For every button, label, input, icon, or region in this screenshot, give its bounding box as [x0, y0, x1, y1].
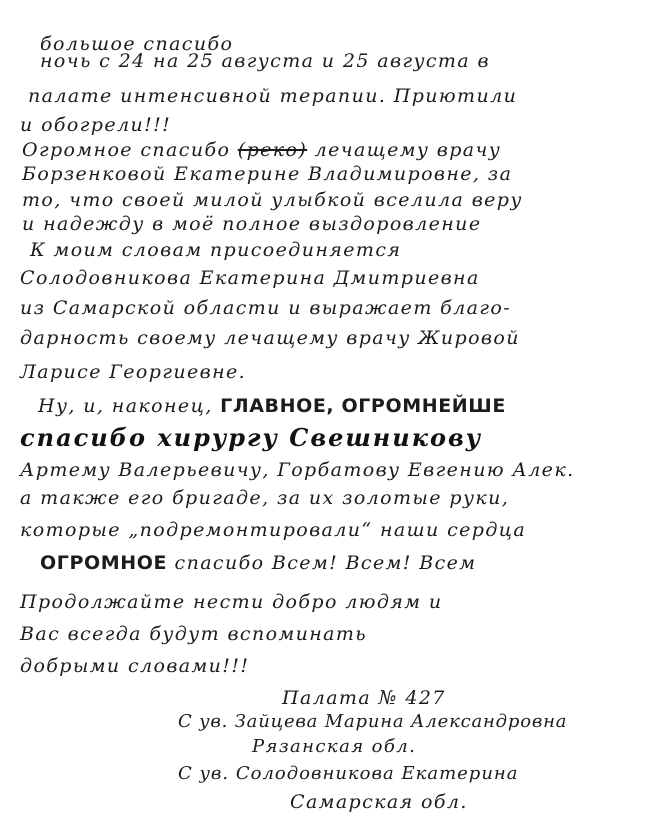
letter-line-2: ночь с 24 на 25 августа и 25 августа в [40, 50, 490, 72]
letter-line-11: из Самарской области и выражает благо- [20, 297, 512, 319]
emphasis-caps: ОГРОМНОЕ [40, 552, 168, 574]
letter-line-21: Вас всегда будут вспоминать [20, 623, 368, 645]
letter-line-22: добрыми словами!!! [20, 655, 250, 677]
letter-line-1: большое спасибо [40, 33, 234, 55]
letter-line-17: а также его бригаде, за их золотые руки, [20, 487, 510, 509]
letter-line-5: Огромное спасибо (реко) лечащему врачу [22, 139, 502, 161]
signature-1-region: Рязанская обл. [252, 736, 417, 757]
letter-line-7: то, что своей милой улыбкой вселила веру [22, 189, 523, 211]
signature-ward: Палата № 427 [282, 687, 446, 709]
letter-line-20: Продолжайте нести добро людям и [20, 591, 443, 613]
letter-line-13: Ларисе Георгиевне. [20, 361, 247, 383]
letter-line-6: Борзенковой Екатерине Владимировне, за [22, 163, 513, 185]
letter-line-14: Ну, и, наконец, ГЛАВНОЕ, ОГРОМНЕЙШЕ [38, 395, 506, 417]
signature-1-name: С ув. Зайцева Марина Александровна [178, 711, 568, 732]
letter-line-12: дарность своему лечащему врачу Жировой [20, 327, 520, 349]
letter-line-18: которые „подремонтировали“ наши сердца [20, 519, 527, 541]
letter-line-8: и надежду в моё полное выздоровление [22, 213, 482, 235]
letter-line-16: Артему Валерьевичу, Горбатову Евгению Алек. [20, 459, 575, 481]
letter-line-10: Солодовникова Екатерина Дмитриевна [20, 267, 480, 289]
letter-line-3: палате интенсивной терапии. Приютили [28, 85, 518, 107]
signature-2-region: Самарская обл. [290, 791, 468, 813]
letter-line-15: спасибо хирургу Свешникову [20, 423, 483, 452]
letter-line-19: ОГРОМНОЕ спасибо Всем! Всем! Всем [40, 552, 477, 574]
crossed-out-word: (реко) [237, 139, 308, 161]
letter-line-4: и обогрели!!! [20, 114, 172, 136]
letter-line-9: К моим словам присоединяется [30, 239, 402, 261]
emphasis-caps: ГЛАВНОЕ, ОГРОМНЕЙШЕ [220, 395, 506, 417]
signature-2-name: С ув. Солодовникова Екатерина [178, 763, 519, 784]
